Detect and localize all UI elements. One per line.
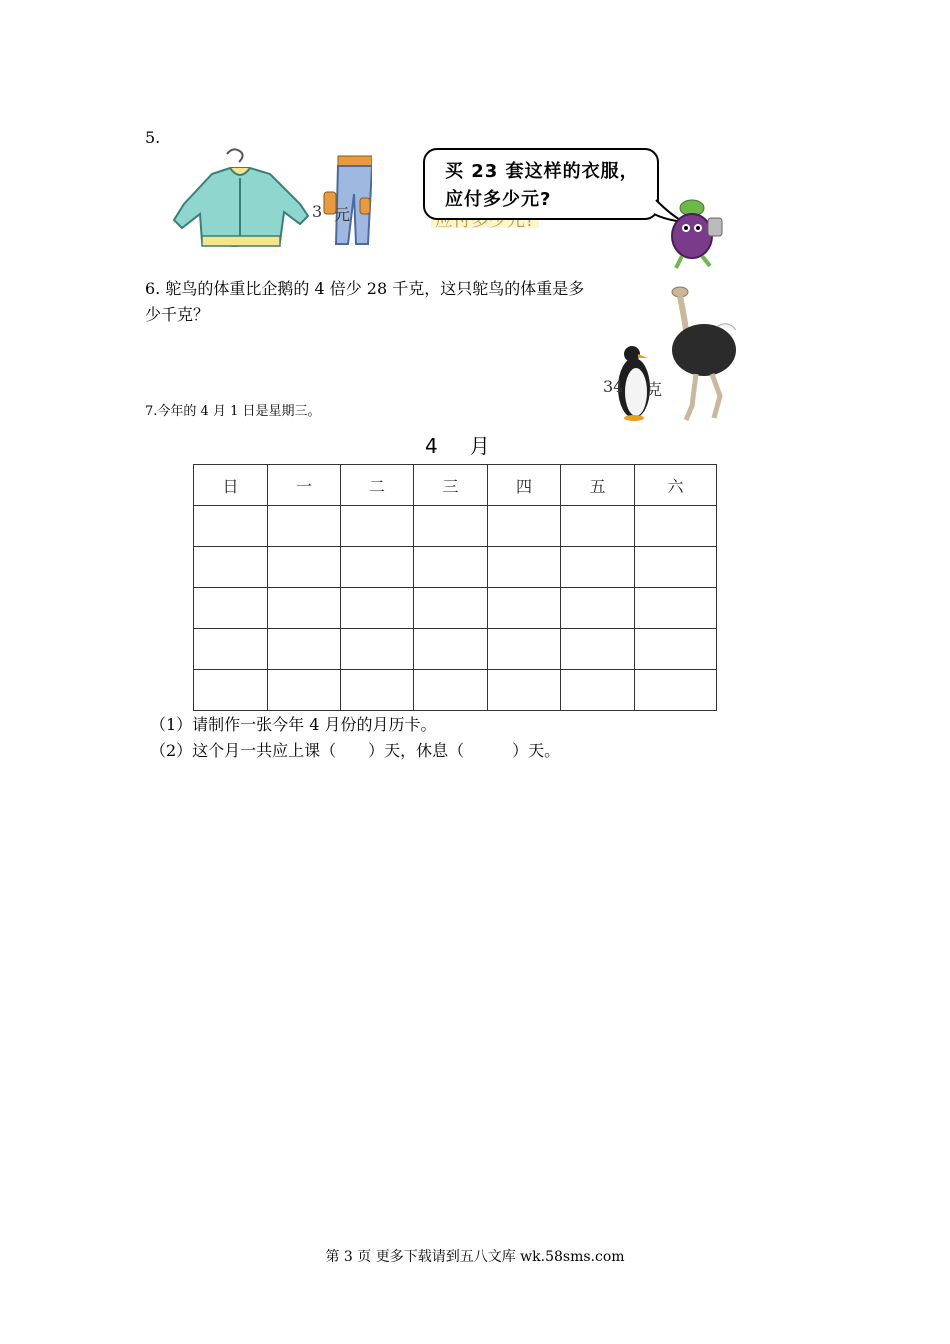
price-label-b: 元 <box>334 205 351 224</box>
speech-bubble <box>423 148 659 220</box>
weight-label-a: 34 <box>603 377 624 396</box>
calendar-cell[interactable] <box>635 629 717 670</box>
weekday-thu: 四 <box>488 465 561 506</box>
weekday-sun: 日 <box>194 465 268 506</box>
calendar-cell[interactable] <box>488 629 561 670</box>
calendar-cell[interactable] <box>414 547 488 588</box>
bubble-line-1: 买 23 套这样的衣服， <box>445 161 639 182</box>
calendar-cell[interactable] <box>341 547 414 588</box>
calendar-row <box>194 588 717 629</box>
calendar-cell[interactable] <box>194 670 268 711</box>
calendar-title: 4 月 <box>425 434 496 458</box>
calendar-row <box>194 506 717 547</box>
page-footer: 第 3 页 更多下载请到五八文库 wk.58sms.com <box>325 1249 625 1265</box>
calendar-cell[interactable] <box>414 629 488 670</box>
calendar-cell[interactable] <box>268 588 341 629</box>
weekday-sat: 六 <box>635 465 717 506</box>
weekday-wed: 三 <box>414 465 488 506</box>
weekday-tue: 二 <box>341 465 414 506</box>
calendar-cell[interactable] <box>194 588 268 629</box>
calendar-cell[interactable] <box>341 506 414 547</box>
calendar-header-row <box>194 465 717 506</box>
calendar-cell[interactable] <box>268 670 341 711</box>
subquestion-1: （1）请制作一张今年 4 月份的月历卡。 <box>150 715 437 734</box>
calendar-cell[interactable] <box>561 629 635 670</box>
calendar-cell[interactable] <box>268 629 341 670</box>
calendar-cell[interactable] <box>194 629 268 670</box>
calendar-cell[interactable] <box>561 588 635 629</box>
calendar-cell[interactable] <box>414 506 488 547</box>
price-label-a: 3 <box>312 202 323 221</box>
question-7-text: 7.今年的 4 月 1 日是星期三。 <box>145 404 321 419</box>
calendar-row <box>194 629 717 670</box>
weekday-fri: 五 <box>561 465 635 506</box>
calendar-cell[interactable] <box>635 588 717 629</box>
calendar-cell[interactable] <box>341 629 414 670</box>
calendar-cell[interactable] <box>488 506 561 547</box>
calendar-grid <box>193 464 717 711</box>
calendar-row <box>194 547 717 588</box>
bubble-line-2: 应付多少元? <box>445 189 552 210</box>
calendar-cell[interactable] <box>414 670 488 711</box>
calendar-cell[interactable] <box>488 547 561 588</box>
question-5-number: 5. <box>145 128 161 147</box>
calendar-cell[interactable] <box>635 506 717 547</box>
calendar-cell[interactable] <box>488 588 561 629</box>
question-6-text: 6. 鸵鸟的体重比企鹅的 4 倍少 28 千克，这只鸵鸟的体重是多少千克？ <box>145 279 585 324</box>
jacket-illustration <box>172 146 314 252</box>
weight-label-b: 克 <box>646 380 663 399</box>
calendar-cell[interactable] <box>561 506 635 547</box>
calendar-cell[interactable] <box>268 506 341 547</box>
calendar-cell[interactable] <box>194 547 268 588</box>
calendar-cell[interactable] <box>561 670 635 711</box>
calendar-cell[interactable] <box>341 670 414 711</box>
weekday-mon: 一 <box>268 465 341 506</box>
calendar-cell[interactable] <box>414 588 488 629</box>
calendar-cell[interactable] <box>268 547 341 588</box>
calendar-cell[interactable] <box>635 547 717 588</box>
eggplant-character-illustration <box>662 196 736 272</box>
calendar-row <box>194 670 717 711</box>
ostrich-illustration <box>662 286 742 424</box>
jeans-illustration <box>306 154 372 248</box>
calendar-cell[interactable] <box>635 670 717 711</box>
calendar-cell[interactable] <box>341 588 414 629</box>
calendar-cell[interactable] <box>194 506 268 547</box>
calendar-cell[interactable] <box>561 547 635 588</box>
calendar-cell[interactable] <box>488 670 561 711</box>
subquestion-2: （2）这个月一共应上课（ ）天，休息（ ）天。 <box>150 741 561 760</box>
